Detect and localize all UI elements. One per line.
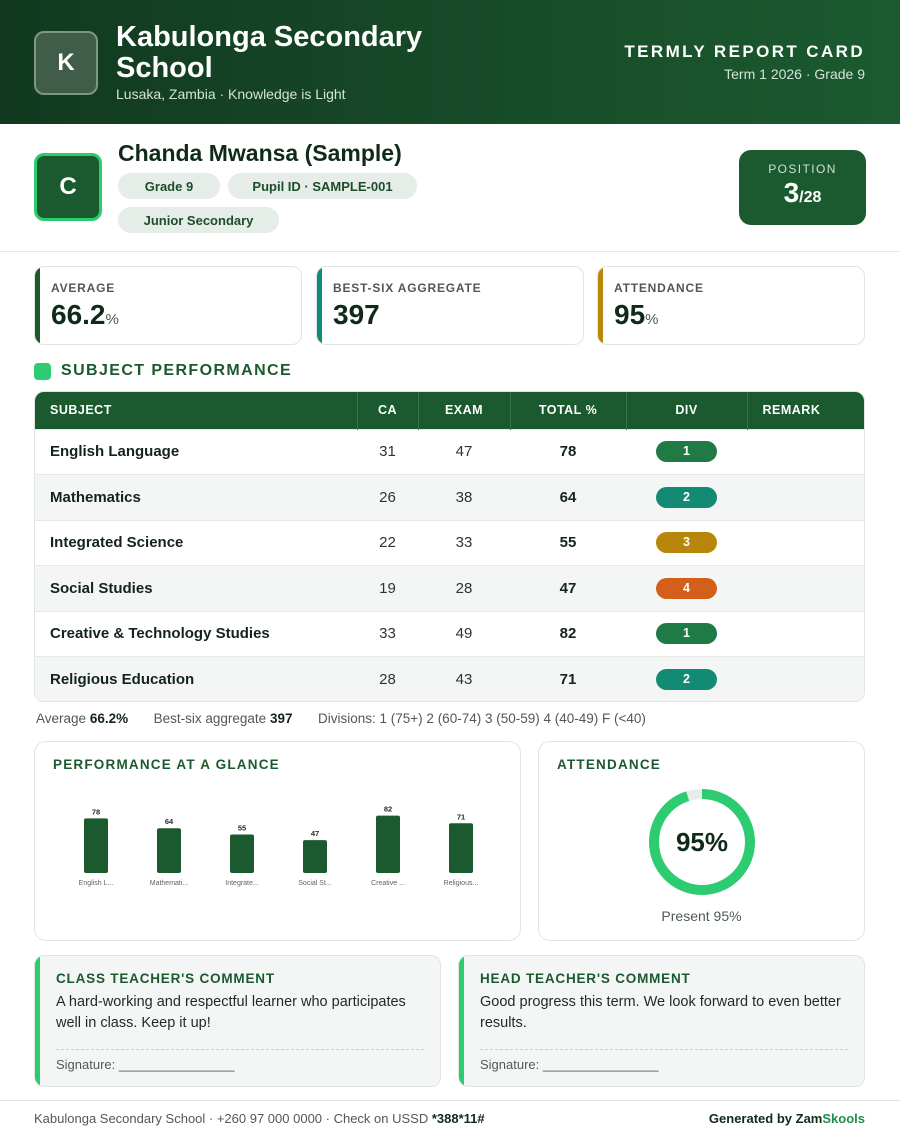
cell-subject: Mathematics <box>50 488 141 506</box>
cell-div <box>626 520 747 566</box>
cell-exam: 28 <box>455 579 473 597</box>
table-row <box>35 429 864 475</box>
cell-div <box>626 475 747 521</box>
cell-div <box>626 657 747 703</box>
position-rank: 3 <box>783 177 800 208</box>
column-header-total: TOTAL % <box>510 392 626 429</box>
cell-subject: English Language <box>50 443 180 461</box>
comment-signature: Signature: ________________ <box>480 1057 659 1072</box>
attendance-percent: 95% <box>675 826 729 857</box>
stat-number: 95 <box>614 299 646 330</box>
cell-exam: 43 <box>455 671 473 688</box>
cell-total: 47 <box>559 579 577 597</box>
table-header-row <box>35 392 864 429</box>
stat-card-attendance <box>597 266 865 345</box>
cell-remark <box>747 429 864 475</box>
report-header <box>0 0 900 124</box>
chart-bar <box>303 840 327 873</box>
footer-divider <box>0 1100 900 1101</box>
table-row <box>35 611 864 657</box>
generated-by-label: Generated by <box>708 1111 793 1126</box>
chart-category-label: Social St... <box>298 880 332 887</box>
cell-exam: 49 <box>455 625 473 643</box>
brand-prefix: Zam <box>795 1111 823 1126</box>
footer-ussd-code: *388*11# <box>431 1111 485 1126</box>
subject-table <box>34 391 865 702</box>
school-name: Kabulonga Secondary School <box>116 21 423 84</box>
performance-chart-panel <box>34 741 521 941</box>
division-badge: 2 <box>656 487 717 508</box>
summary-aggregate-label: Best-six aggregate <box>153 711 267 726</box>
column-header-div: DIV <box>626 392 747 429</box>
cell-exam: 38 <box>455 488 473 506</box>
section-divider <box>0 251 900 252</box>
comment-separator <box>56 1049 424 1050</box>
section-title: SUBJECT PERFORMANCE <box>61 362 293 379</box>
cell-ca: 19 <box>379 579 396 597</box>
position-value <box>739 177 866 209</box>
summary-average-value: 66.2% <box>89 711 129 726</box>
attendance-panel-title: ATTENDANCE <box>557 757 661 772</box>
cell-subject: Social Studies <box>50 579 153 597</box>
stat-accent-bar <box>35 267 40 344</box>
column-header-subject: SUBJECT <box>35 392 357 429</box>
division-badge: 1 <box>656 623 717 644</box>
cell-ca: 31 <box>379 443 396 461</box>
cell-div <box>626 611 747 657</box>
stat-label: BEST-SIX AGGREGATE <box>333 281 482 295</box>
school-logo-letter: K <box>57 49 75 76</box>
stat-card-aggregate <box>316 266 584 345</box>
table-row <box>35 520 864 566</box>
summary-aggregate-value: 397 <box>269 711 293 726</box>
stat-card-average <box>34 266 302 345</box>
stat-number: 397 <box>333 299 380 330</box>
summary-divisions: Divisions: 1 (75+) 2 (60-74) 3 (50-59) 4 (40-49) F (<40) <box>318 711 646 726</box>
cell-subject: Religious Education <box>50 671 195 688</box>
column-header-exam: EXAM <box>418 392 510 429</box>
chart-bar <box>157 828 181 873</box>
position-label: POSITION <box>768 162 837 176</box>
cell-subject: Integrated Science <box>50 534 184 552</box>
cell-total: 82 <box>559 625 577 643</box>
cell-ca: 33 <box>379 625 396 643</box>
chart-category-label: Creative ... <box>371 880 405 887</box>
stat-value <box>51 299 119 331</box>
stat-value <box>614 299 659 331</box>
summary-average-label: Average <box>36 711 87 726</box>
chart-data-label: 64 <box>164 817 174 827</box>
chart-panel-title: PERFORMANCE AT A GLANCE <box>53 757 280 772</box>
brand-suffix: Skools <box>822 1111 865 1126</box>
attendance-panel <box>538 741 865 941</box>
cell-subject: Creative & Technology Studies <box>50 625 270 643</box>
table-row <box>35 566 864 612</box>
position-of: /28 <box>799 189 822 206</box>
cell-remark <box>747 475 864 521</box>
cell-total: 71 <box>559 671 577 688</box>
head-teacher-comment <box>458 955 865 1087</box>
comment-body: A hard-working and respectful learner who participates well in class. Keep it up! <box>56 994 406 1031</box>
results-summary <box>36 711 646 726</box>
division-badge: 2 <box>656 669 717 690</box>
chart-data-label: 47 <box>310 829 320 839</box>
cell-remark <box>747 566 864 612</box>
column-header-remark: REMARK <box>762 403 821 418</box>
division-badge: 1 <box>656 441 717 462</box>
report-subtitle: Term 1 2026 · Grade 9 <box>724 66 865 82</box>
footer-generated-by <box>709 1111 865 1126</box>
cell-remark <box>747 611 864 657</box>
cell-div <box>626 429 747 475</box>
cell-ca: 28 <box>379 671 396 688</box>
comment-title: CLASS TEACHER'S COMMENT <box>56 971 275 986</box>
section-marker-icon <box>34 363 51 380</box>
level-pill: Junior Secondary <box>118 207 279 233</box>
student-initial: C <box>59 173 77 200</box>
comment-title: HEAD TEACHER'S COMMENT <box>480 971 691 986</box>
school-logo <box>34 31 98 95</box>
cell-total: 55 <box>559 534 577 552</box>
table-row <box>35 657 864 703</box>
comment-accent-bar <box>35 956 40 1086</box>
chart-data-label: 78 <box>91 807 101 817</box>
chart-category-label: Religious... <box>443 880 479 887</box>
cell-exam: 33 <box>455 534 473 552</box>
school-subtitle: Lusaka, Zambia · Knowledge is Light <box>116 86 346 102</box>
stat-accent-bar <box>598 267 603 344</box>
division-badge: 4 <box>656 578 717 599</box>
column-header-ca: CA <box>357 392 418 429</box>
footer-contact <box>34 1111 485 1126</box>
chart-category-label: Mathemati... <box>149 880 189 887</box>
stat-value <box>333 299 380 331</box>
chart-category-label: English L... <box>78 880 114 887</box>
cell-remark <box>747 520 864 566</box>
class-teacher-comment <box>34 955 441 1087</box>
stat-unit: % <box>645 311 659 328</box>
brand-name <box>796 1111 865 1126</box>
comment-accent-bar <box>459 956 464 1086</box>
stat-label: ATTENDANCE <box>614 281 704 295</box>
stat-accent-bar <box>317 267 322 344</box>
chart-bar <box>376 816 400 873</box>
chart-bar <box>449 823 473 873</box>
cell-total: 78 <box>559 443 577 461</box>
cell-div <box>626 566 747 612</box>
student-name: Chanda Mwansa (Sample) <box>118 140 402 166</box>
chart-data-label: 82 <box>383 804 393 814</box>
pupil-id-pill: Pupil ID · SAMPLE-001 <box>228 173 417 199</box>
comment-signature: Signature: ________________ <box>56 1057 235 1072</box>
student-avatar <box>34 153 102 221</box>
chart-bar <box>84 818 108 873</box>
cell-total: 64 <box>559 488 577 506</box>
grade-pill: Grade 9 <box>118 173 220 199</box>
table-row <box>35 475 864 521</box>
chart-data-label: 71 <box>456 812 466 822</box>
chart-category-label: Integrate... <box>225 880 259 887</box>
cell-ca: 26 <box>379 488 396 506</box>
cell-remark <box>747 657 864 703</box>
stat-number: 66.2 <box>51 299 106 330</box>
report-title: TERMLY REPORT CARD <box>624 42 865 61</box>
performance-bar-chart <box>35 742 522 942</box>
cell-ca: 22 <box>379 534 396 552</box>
footer-contact-text: Kabulonga Secondary School · +260 97 000 0000 · Check on USSD <box>34 1111 429 1126</box>
chart-bar <box>230 835 254 874</box>
position-box <box>739 150 866 225</box>
comment-body: Good progress this term. We look forward to even better results. <box>480 994 841 1031</box>
stat-unit: % <box>105 311 119 328</box>
chart-data-label: 55 <box>237 823 247 833</box>
cell-exam: 47 <box>455 443 473 461</box>
stat-label: AVERAGE <box>51 281 116 295</box>
attendance-note: Present 95% <box>661 908 742 924</box>
comment-separator <box>480 1049 848 1050</box>
division-badge: 3 <box>656 532 717 553</box>
